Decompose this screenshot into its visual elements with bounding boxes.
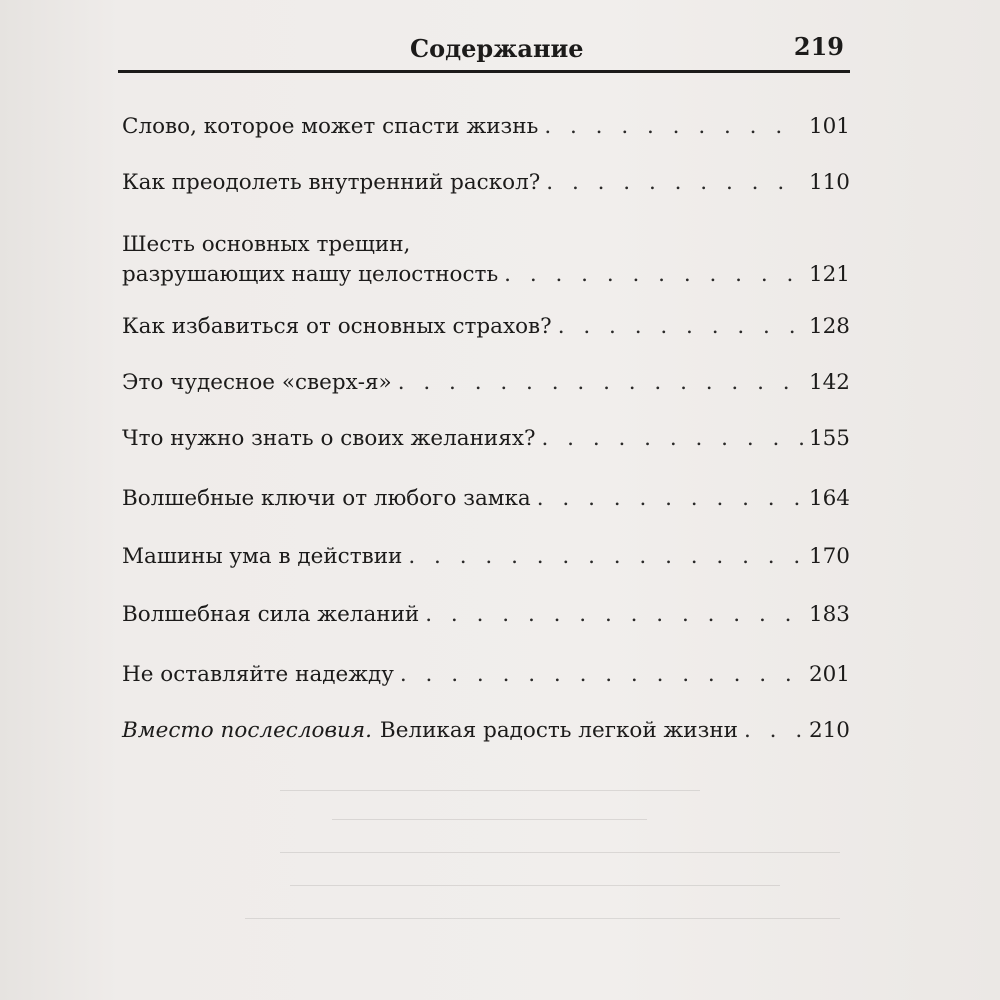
toc-entry	[122, 484, 850, 514]
toc-entry-page: 155	[808, 426, 850, 451]
dot-leader	[425, 600, 803, 630]
toc-entry-title: Волшебная сила желаний	[122, 602, 420, 627]
toc-entry-title: Не оставляйте надежду	[122, 662, 394, 687]
toc-entry-title: Волшебные ключи от любого замка	[122, 486, 531, 511]
toc-entry	[122, 716, 850, 746]
dot-leader	[546, 168, 803, 198]
toc-entry-title: Как преодолеть внутренний раскол?	[122, 170, 541, 195]
toc-entry-page: 142	[808, 370, 850, 395]
dot-leader	[504, 260, 803, 290]
toc-entry	[122, 112, 850, 142]
dot-leader	[558, 312, 803, 342]
toc-entry-page: 201	[808, 662, 850, 687]
header-rule	[118, 70, 850, 73]
page-title: Содержание	[410, 34, 584, 63]
toc-entry-title: Как избавиться от основных страхов?	[122, 314, 552, 339]
toc-entry-page: 170	[808, 544, 850, 569]
dot-leader	[537, 484, 803, 514]
toc-entry	[122, 368, 850, 398]
page-number: 219	[793, 32, 844, 61]
toc-entry-page: 164	[808, 486, 850, 511]
toc-entry	[122, 312, 850, 342]
toc-entry-page: 128	[808, 314, 850, 339]
toc-entry-title: Это чудесное «сверх-я»	[122, 370, 392, 395]
toc-entry-italic-prefix: Вместо послесловия.	[122, 718, 372, 743]
toc-entry-page: 210	[808, 718, 850, 743]
toc-entry	[122, 660, 850, 690]
toc-entry-page: 110	[808, 170, 850, 195]
toc-entry	[122, 424, 850, 454]
toc-entry	[122, 230, 850, 290]
dot-leader	[541, 424, 802, 454]
toc-entry-title: Слово, которое может спасти жизнь	[122, 114, 539, 139]
dot-leader	[408, 542, 803, 572]
dot-leader	[744, 716, 803, 746]
dot-leader	[398, 368, 803, 398]
toc-entry-page: 101	[808, 114, 850, 139]
dot-leader	[544, 112, 803, 142]
toc-entry	[122, 168, 850, 198]
toc-entry-title: Что нужно знать о своих желаниях?	[122, 426, 536, 451]
bleed-through-texture	[140, 770, 840, 990]
toc-entry	[122, 542, 850, 572]
toc-entry-title-cont: разрушающих нашу целостность	[122, 262, 499, 287]
toc-entry-title: Великая радость легкой жизни	[379, 718, 738, 743]
toc-entry-title: Машины ума в действии	[122, 544, 403, 569]
toc-entry-page: 121	[808, 262, 850, 287]
toc-entry-title: Шесть основных трещин,	[122, 232, 411, 257]
toc-entry	[122, 600, 850, 630]
toc-entry-page: 183	[808, 602, 850, 627]
page-header	[118, 30, 848, 70]
dot-leader	[400, 660, 803, 690]
